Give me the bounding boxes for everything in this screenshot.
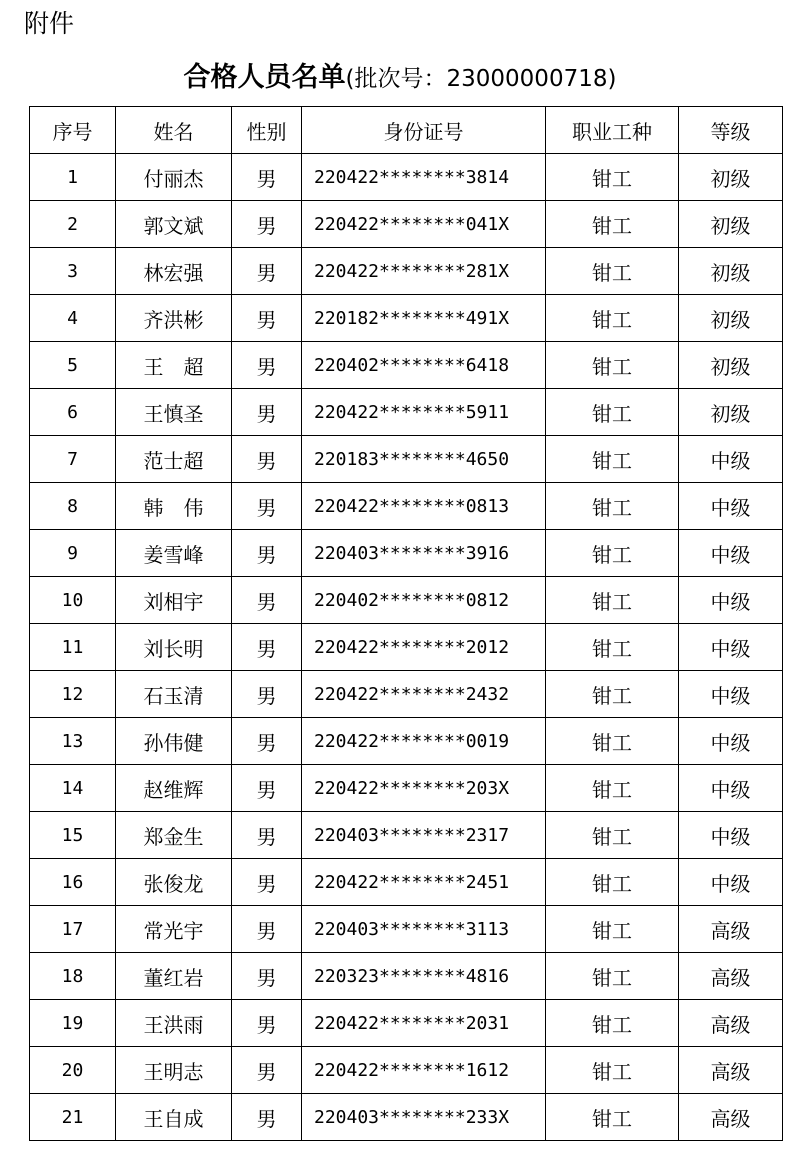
cell-occupation: 钳工 xyxy=(546,1047,679,1094)
table-row xyxy=(30,624,783,671)
cell-occupation: 钳工 xyxy=(546,1094,679,1141)
cell-name: 刘相宇 xyxy=(116,577,232,624)
table-row xyxy=(30,1094,783,1141)
header-occupation: 职业工种 xyxy=(546,107,679,154)
cell-serial-number: 5 xyxy=(30,342,116,389)
cell-serial-number: 18 xyxy=(30,953,116,1000)
cell-serial-number: 19 xyxy=(30,1000,116,1047)
cell-occupation: 钳工 xyxy=(546,295,679,342)
table-row xyxy=(30,1000,783,1047)
cell-gender: 男 xyxy=(232,624,302,671)
cell-id-number: 220422********203X xyxy=(302,765,546,812)
cell-level: 中级 xyxy=(679,436,783,483)
table-row xyxy=(30,154,783,201)
cell-gender: 男 xyxy=(232,248,302,295)
title-batch-number: (批次号：23000000718) xyxy=(345,66,617,92)
cell-id-number: 220422********0019 xyxy=(302,718,546,765)
cell-occupation: 钳工 xyxy=(546,953,679,1000)
cell-serial-number: 16 xyxy=(30,859,116,906)
cell-name: 常光宇 xyxy=(116,906,232,953)
cell-level: 高级 xyxy=(679,1094,783,1141)
cell-occupation: 钳工 xyxy=(546,154,679,201)
cell-name: 郑金生 xyxy=(116,812,232,859)
cell-name: 孙伟健 xyxy=(116,718,232,765)
qualified-personnel-table xyxy=(29,106,783,1141)
cell-serial-number: 2 xyxy=(30,201,116,248)
cell-name: 王 超 xyxy=(116,342,232,389)
table-row xyxy=(30,201,783,248)
cell-gender: 男 xyxy=(232,577,302,624)
cell-occupation: 钳工 xyxy=(546,671,679,718)
table-row xyxy=(30,248,783,295)
cell-occupation: 钳工 xyxy=(546,248,679,295)
table-row xyxy=(30,765,783,812)
cell-level: 初级 xyxy=(679,201,783,248)
table-row xyxy=(30,718,783,765)
header-level: 等级 xyxy=(679,107,783,154)
cell-serial-number: 4 xyxy=(30,295,116,342)
cell-name: 石玉清 xyxy=(116,671,232,718)
cell-occupation: 钳工 xyxy=(546,342,679,389)
table-row xyxy=(30,953,783,1000)
cell-gender: 男 xyxy=(232,342,302,389)
cell-name: 齐洪彬 xyxy=(116,295,232,342)
attachment-label: 附件 xyxy=(24,9,75,38)
cell-id-number: 220422********2451 xyxy=(302,859,546,906)
cell-gender: 男 xyxy=(232,154,302,201)
cell-level: 中级 xyxy=(679,624,783,671)
cell-name: 姜雪峰 xyxy=(116,530,232,577)
header-serial-number: 序号 xyxy=(30,107,116,154)
table-row xyxy=(30,342,783,389)
cell-id-number: 220403********2317 xyxy=(302,812,546,859)
cell-serial-number: 12 xyxy=(30,671,116,718)
cell-id-number: 220182********491X xyxy=(302,295,546,342)
cell-id-number: 220183********4650 xyxy=(302,436,546,483)
cell-gender: 男 xyxy=(232,530,302,577)
document-title xyxy=(0,60,800,99)
cell-gender: 男 xyxy=(232,859,302,906)
cell-id-number: 220403********233X xyxy=(302,1094,546,1141)
cell-occupation: 钳工 xyxy=(546,389,679,436)
cell-gender: 男 xyxy=(232,718,302,765)
cell-serial-number: 11 xyxy=(30,624,116,671)
cell-gender: 男 xyxy=(232,1000,302,1047)
cell-id-number: 220422********041X xyxy=(302,201,546,248)
cell-gender: 男 xyxy=(232,1094,302,1141)
cell-name: 付丽杰 xyxy=(116,154,232,201)
cell-serial-number: 1 xyxy=(30,154,116,201)
cell-id-number: 220422********281X xyxy=(302,248,546,295)
table-row xyxy=(30,906,783,953)
cell-name: 张俊龙 xyxy=(116,859,232,906)
cell-level: 高级 xyxy=(679,906,783,953)
cell-gender: 男 xyxy=(232,483,302,530)
cell-occupation: 钳工 xyxy=(546,483,679,530)
cell-id-number: 220403********3113 xyxy=(302,906,546,953)
cell-id-number: 220422********1612 xyxy=(302,1047,546,1094)
table-row xyxy=(30,577,783,624)
cell-occupation: 钳工 xyxy=(546,436,679,483)
cell-occupation: 钳工 xyxy=(546,906,679,953)
cell-serial-number: 8 xyxy=(30,483,116,530)
cell-occupation: 钳工 xyxy=(546,201,679,248)
cell-id-number: 220422********5911 xyxy=(302,389,546,436)
cell-serial-number: 15 xyxy=(30,812,116,859)
cell-serial-number: 14 xyxy=(30,765,116,812)
cell-level: 初级 xyxy=(679,154,783,201)
cell-gender: 男 xyxy=(232,812,302,859)
cell-serial-number: 7 xyxy=(30,436,116,483)
cell-id-number: 220402********6418 xyxy=(302,342,546,389)
cell-id-number: 220402********0812 xyxy=(302,577,546,624)
cell-name: 赵维辉 xyxy=(116,765,232,812)
cell-gender: 男 xyxy=(232,953,302,1000)
table-row xyxy=(30,530,783,577)
cell-gender: 男 xyxy=(232,295,302,342)
cell-gender: 男 xyxy=(232,1047,302,1094)
table-body xyxy=(30,154,783,1141)
cell-gender: 男 xyxy=(232,436,302,483)
cell-occupation: 钳工 xyxy=(546,577,679,624)
cell-serial-number: 17 xyxy=(30,906,116,953)
table-row xyxy=(30,295,783,342)
table-row xyxy=(30,671,783,718)
table-row xyxy=(30,389,783,436)
cell-id-number: 220422********2031 xyxy=(302,1000,546,1047)
cell-level: 中级 xyxy=(679,812,783,859)
cell-level: 中级 xyxy=(679,483,783,530)
cell-level: 初级 xyxy=(679,389,783,436)
cell-level: 中级 xyxy=(679,718,783,765)
table-row xyxy=(30,859,783,906)
cell-serial-number: 13 xyxy=(30,718,116,765)
cell-gender: 男 xyxy=(232,765,302,812)
header-id-number: 身份证号 xyxy=(302,107,546,154)
cell-occupation: 钳工 xyxy=(546,859,679,906)
table-row xyxy=(30,436,783,483)
cell-level: 中级 xyxy=(679,530,783,577)
cell-gender: 男 xyxy=(232,201,302,248)
cell-name: 林宏强 xyxy=(116,248,232,295)
cell-serial-number: 20 xyxy=(30,1047,116,1094)
cell-level: 高级 xyxy=(679,1000,783,1047)
cell-name: 王自成 xyxy=(116,1094,232,1141)
cell-id-number: 220422********2012 xyxy=(302,624,546,671)
cell-gender: 男 xyxy=(232,671,302,718)
cell-level: 中级 xyxy=(679,859,783,906)
title-main: 合格人员名单 xyxy=(183,62,346,93)
cell-name: 刘长明 xyxy=(116,624,232,671)
cell-id-number: 220403********3916 xyxy=(302,530,546,577)
table-row xyxy=(30,483,783,530)
cell-serial-number: 3 xyxy=(30,248,116,295)
cell-name: 王明志 xyxy=(116,1047,232,1094)
table-row xyxy=(30,812,783,859)
cell-serial-number: 9 xyxy=(30,530,116,577)
cell-occupation: 钳工 xyxy=(546,718,679,765)
cell-name: 王洪雨 xyxy=(116,1000,232,1047)
cell-level: 中级 xyxy=(679,765,783,812)
cell-level: 中级 xyxy=(679,671,783,718)
cell-occupation: 钳工 xyxy=(546,624,679,671)
table-row xyxy=(30,1047,783,1094)
cell-id-number: 220422********3814 xyxy=(302,154,546,201)
cell-gender: 男 xyxy=(232,389,302,436)
header-name: 姓名 xyxy=(116,107,232,154)
cell-occupation: 钳工 xyxy=(546,765,679,812)
cell-name: 韩 伟 xyxy=(116,483,232,530)
cell-level: 高级 xyxy=(679,1047,783,1094)
cell-level: 初级 xyxy=(679,295,783,342)
cell-name: 王慎圣 xyxy=(116,389,232,436)
cell-id-number: 220323********4816 xyxy=(302,953,546,1000)
cell-occupation: 钳工 xyxy=(546,812,679,859)
cell-name: 范士超 xyxy=(116,436,232,483)
cell-id-number: 220422********0813 xyxy=(302,483,546,530)
table-header-row xyxy=(30,107,783,154)
cell-id-number: 220422********2432 xyxy=(302,671,546,718)
cell-level: 初级 xyxy=(679,342,783,389)
cell-occupation: 钳工 xyxy=(546,1000,679,1047)
header-gender: 性别 xyxy=(232,107,302,154)
cell-gender: 男 xyxy=(232,906,302,953)
cell-serial-number: 21 xyxy=(30,1094,116,1141)
cell-serial-number: 10 xyxy=(30,577,116,624)
cell-name: 董红岩 xyxy=(116,953,232,1000)
cell-level: 高级 xyxy=(679,953,783,1000)
cell-serial-number: 6 xyxy=(30,389,116,436)
cell-name: 郭文斌 xyxy=(116,201,232,248)
cell-level: 中级 xyxy=(679,577,783,624)
cell-occupation: 钳工 xyxy=(546,530,679,577)
cell-level: 初级 xyxy=(679,248,783,295)
